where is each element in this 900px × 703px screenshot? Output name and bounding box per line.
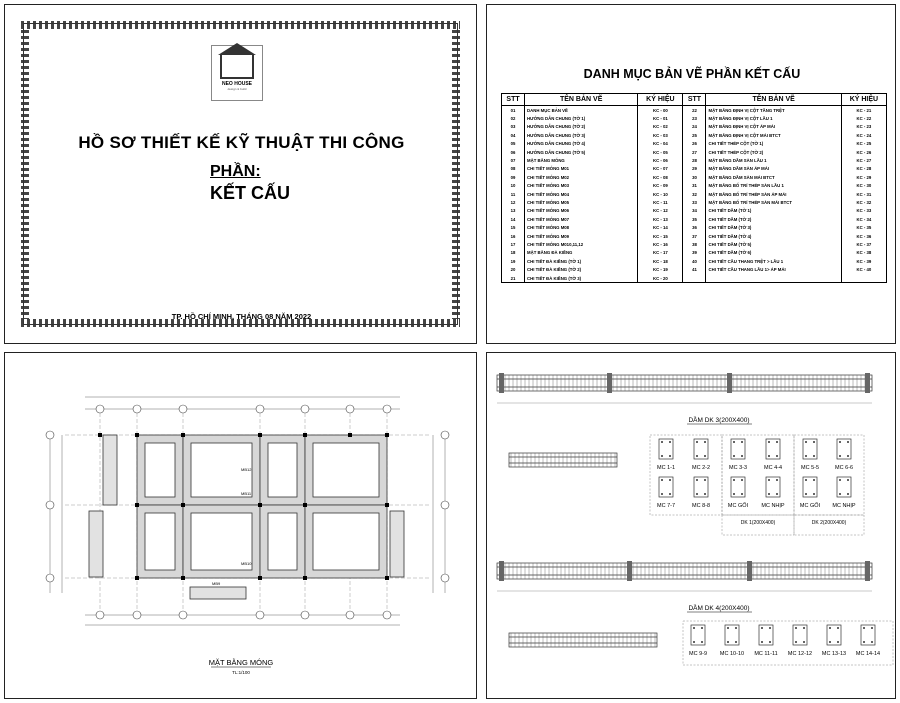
table-cell: 36	[683, 223, 706, 231]
section-label: MC NHỊP	[761, 503, 785, 509]
table-cell: KC - 11	[638, 198, 683, 206]
phan-label: PHẦN:	[210, 163, 261, 180]
table-cell: CHI TIẾT MÓNG M09	[525, 232, 638, 240]
table-cell: MẶT BẰNG ĐỊNH VỊ CỘT LẦU 1	[706, 114, 841, 122]
table-cell: CHI TIẾT CẦU THANG LẦU 1> ÁP MÁI	[706, 265, 841, 273]
table-cell: 20	[502, 265, 525, 273]
table-cell: CHI TIẾT DẦM (TỜ 1)	[706, 207, 841, 215]
table-row	[502, 156, 887, 164]
plan-title: MẶT BẰNG MÓNG	[208, 658, 274, 667]
table-cell: 16	[502, 232, 525, 240]
table-cell: CHI TIẾT MÓNG M01	[525, 165, 638, 173]
table-cell: MẶT BẰNG BỐ TRÍ THÉP SÀN ÁP MÁI	[706, 190, 841, 198]
table-row	[502, 257, 887, 265]
beam-label: MB10	[241, 561, 252, 566]
section-label: MC NHỊP	[832, 503, 856, 509]
table-cell: KC - 07	[638, 165, 683, 173]
table-cell: 33	[683, 198, 706, 206]
table-cell: KC - 29	[841, 173, 886, 181]
table-cell: KC - 19	[638, 265, 683, 273]
table-cell: CHI TIẾT MÓNG M03	[525, 182, 638, 190]
column-header: STT	[502, 94, 525, 106]
table-cell: 32	[683, 190, 706, 198]
section-label: MC 4-4	[763, 465, 783, 471]
table-cell: 25	[683, 131, 706, 139]
section-label: MC GỐI	[727, 503, 749, 509]
table-cell: 38	[683, 240, 706, 248]
table-cell: 34	[683, 207, 706, 215]
section-label: MC 14-14	[855, 651, 881, 657]
beam-label: MB11	[241, 491, 252, 496]
section-label: MC 6-6	[834, 465, 854, 471]
section-label: MC 12-12	[787, 651, 813, 657]
plan-scale: TL:1/100	[232, 670, 250, 675]
table-cell: 19	[502, 257, 525, 265]
table-cell: KC - 26	[841, 148, 886, 156]
table-cell: KC - 27	[841, 156, 886, 164]
table-row	[502, 223, 887, 231]
table-cell: KC - 03	[638, 131, 683, 139]
foundation-plan-drawing	[5, 353, 477, 699]
table-cell: 02	[502, 114, 525, 122]
table-cell: 37	[683, 232, 706, 240]
table-cell: KC - 24	[841, 131, 886, 139]
table-cell: CHI TIẾT MÓNG M07	[525, 215, 638, 223]
table-cell: KC - 08	[638, 173, 683, 181]
table-row	[502, 123, 887, 131]
table-cell: KC - 39	[841, 257, 886, 265]
table-cell: 41	[683, 265, 706, 273]
column-header: TÊN BẢN VẼ	[525, 94, 638, 106]
table-row	[502, 182, 887, 190]
table-cell: CHI TIẾT MÓNG M08	[525, 223, 638, 231]
column-header: KÝ HIỆU	[638, 94, 683, 106]
table-cell: CHI TIẾT CẦU THANG TRỆT > LẦU 1	[706, 257, 841, 265]
table-cell: MẶT BẰNG ĐỊNH VỊ CỘT MÁI BTCT	[706, 131, 841, 139]
table-cell: CHI TIẾT MÓNG M02	[525, 173, 638, 181]
table-cell: 11	[502, 190, 525, 198]
table-cell: KC - 05	[638, 148, 683, 156]
table-cell: MẶT BẰNG ĐỊNH VỊ CỘT TẦNG TRỆT	[706, 106, 841, 115]
table-row	[502, 232, 887, 240]
table-cell: 13	[502, 207, 525, 215]
foundation-plan-sheet	[4, 352, 477, 699]
cover-subtitle: KẾT CẤU	[210, 183, 290, 203]
table-row	[502, 148, 887, 156]
table-row	[502, 265, 887, 273]
table-row	[502, 198, 887, 206]
table-cell: KC - 38	[841, 249, 886, 257]
table-row	[502, 165, 887, 173]
table-cell: KC - 01	[638, 114, 683, 122]
logo-text: NEO HOUSE	[221, 81, 252, 87]
table-row	[502, 240, 887, 248]
table-cell: CHI TIẾT DẦM (TỜ 3)	[706, 223, 841, 231]
table-cell: 18	[502, 249, 525, 257]
company-logo	[211, 45, 263, 101]
table-cell: KC - 15	[638, 232, 683, 240]
table-cell: KC - 04	[638, 140, 683, 148]
table-cell: 12	[502, 198, 525, 206]
table-row	[502, 190, 887, 198]
table-cell: 24	[683, 123, 706, 131]
table-cell: MẶT BẰNG DẦM SÀN ÁP MÁI	[706, 165, 841, 173]
table-cell: KC - 00	[638, 106, 683, 115]
table-cell: 23	[683, 114, 706, 122]
table-cell: 01	[502, 106, 525, 115]
table-cell: DANH MỤC BẢN VẼ	[525, 106, 638, 115]
table-cell: 21	[502, 274, 525, 283]
table-cell: 27	[683, 148, 706, 156]
table-cell: KC - 40	[841, 265, 886, 273]
section-label: MC 7-7	[656, 503, 676, 509]
table-cell: CHI TIẾT THÉP CỘT (TỜ 1)	[706, 140, 841, 148]
table-cell: 04	[502, 131, 525, 139]
table-row	[502, 274, 887, 283]
table-cell: KC - 06	[638, 156, 683, 164]
beam-dk3-title: DẦM DK 3(200X400)	[688, 417, 750, 424]
table-cell: KC - 35	[841, 223, 886, 231]
table-cell: KC - 25	[841, 140, 886, 148]
table-row	[502, 173, 887, 181]
table-cell: KC - 14	[638, 223, 683, 231]
table-cell: CHI TIẾT ĐÀ KIỀNG (TỜ 3)	[525, 274, 638, 283]
table-cell: 03	[502, 123, 525, 131]
table-cell: 06	[502, 148, 525, 156]
table-cell: KC - 23	[841, 123, 886, 131]
table-cell: CHI TIẾT ĐÀ KIỀNG (TỜ 1)	[525, 257, 638, 265]
table-cell: HƯỚNG DẪN CHUNG (TỜ 1)	[525, 114, 638, 122]
table-cell: 26	[683, 140, 706, 148]
table-cell: HƯỚNG DẪN CHUNG (TỜ 5)	[525, 148, 638, 156]
section-label: MC GỐI	[799, 503, 821, 509]
table-cell: CHI TIẾT DẦM (TỜ 4)	[706, 232, 841, 240]
table-cell: KC - 36	[841, 232, 886, 240]
table-cell: 10	[502, 182, 525, 190]
beam-detail-drawing	[487, 353, 896, 699]
table-row	[502, 249, 887, 257]
cover-phan-label	[210, 163, 261, 181]
table-cell: CHI TIẾT DẦM (TỜ 5)	[706, 240, 841, 248]
table-cell: CHI TIẾT MÓNG M010,11,12	[525, 240, 638, 248]
table-row	[502, 215, 887, 223]
dk1-label: DK 1(200X400)	[740, 520, 776, 526]
table-cell: 29	[683, 165, 706, 173]
table-cell: KC - 12	[638, 207, 683, 215]
table-cell	[841, 274, 886, 283]
table-cell: KC - 17	[638, 249, 683, 257]
table-cell: HƯỚNG DẪN CHUNG (TỜ 4)	[525, 140, 638, 148]
table-cell	[706, 274, 841, 283]
table-cell: MẶT BẰNG ĐỊNH VỊ CỘT ÁP MÁI	[706, 123, 841, 131]
table-cell: 14	[502, 215, 525, 223]
table-cell: CHI TIẾT MÓNG M06	[525, 207, 638, 215]
cover-sheet	[4, 4, 477, 344]
table-row	[502, 106, 887, 115]
table-cell: KC - 32	[841, 198, 886, 206]
beam-dk4-title: DẦM DK 4(200X400)	[688, 605, 750, 612]
drawing-index-table	[501, 93, 887, 283]
table-cell: 28	[683, 156, 706, 164]
table-cell: 35	[683, 215, 706, 223]
section-label: MC 13-13	[821, 651, 847, 657]
logo-subtext: design & build	[227, 87, 247, 91]
column-header: STT	[683, 94, 706, 106]
table-cell: MẶT BẰNG BỐ TRÍ THÉP SÀN LẦU 1	[706, 182, 841, 190]
table-row	[502, 140, 887, 148]
table-cell: CHI TIẾT MÓNG M05	[525, 198, 638, 206]
table-cell: KC - 31	[841, 190, 886, 198]
table-cell: 05	[502, 140, 525, 148]
section-label: MC 2-2	[691, 465, 711, 471]
table-cell: KC - 34	[841, 215, 886, 223]
section-label: MC 8-8	[691, 503, 711, 509]
table-cell: KC - 18	[638, 257, 683, 265]
table-cell: 08	[502, 165, 525, 173]
table-cell: MẶT BẰNG DẦM SÀN MÁI BTCT	[706, 173, 841, 181]
house-icon	[220, 55, 254, 79]
table-cell: 17	[502, 240, 525, 248]
section-label: MC 10-10	[719, 651, 745, 657]
dk2-label: DK 2(200X400)	[811, 520, 847, 526]
cover-title: HỒ SƠ THIẾT KẾ KỸ THUẬT THI CÔNG	[78, 133, 405, 152]
table-cell: 30	[683, 173, 706, 181]
table-cell: KC - 02	[638, 123, 683, 131]
table-row	[502, 131, 887, 139]
table-cell: 07	[502, 156, 525, 164]
table-cell: KC - 21	[841, 106, 886, 115]
column-header: TÊN BẢN VẼ	[706, 94, 841, 106]
table-cell: MẶT BẰNG BỐ TRÍ THÉP SÀN MÁI BTCT	[706, 198, 841, 206]
table-cell: CHI TIẾT MÓNG M04	[525, 190, 638, 198]
section-label: MC 3-3	[728, 465, 748, 471]
drawing-index-sheet	[486, 4, 896, 344]
table-cell: KC - 28	[841, 165, 886, 173]
table-cell: 22	[683, 106, 706, 115]
table-cell: 39	[683, 249, 706, 257]
section-label: MC 9-9	[688, 651, 708, 657]
table-cell: KC - 22	[841, 114, 886, 122]
table-cell: CHI TIẾT DẦM (TỜ 2)	[706, 215, 841, 223]
table-cell: KC - 37	[841, 240, 886, 248]
table-row	[502, 114, 887, 122]
section-label: MC 1-1	[656, 465, 676, 471]
section-label: MC 11-11	[754, 651, 778, 657]
column-header: KÝ HIỆU	[841, 94, 886, 106]
table-cell: KC - 33	[841, 207, 886, 215]
table-cell: 09	[502, 173, 525, 181]
table-header-row	[502, 94, 887, 106]
table-cell: KC - 10	[638, 190, 683, 198]
index-title: DANH MỤC BẢN VẼ PHẦN KẾT CẤU	[583, 67, 801, 81]
table-cell: CHI TIẾT ĐÀ KIỀNG (TỜ 2)	[525, 265, 638, 273]
table-cell: MẶT BẰNG ĐÀ KIỀNG	[525, 249, 638, 257]
beam-detail-sheet	[486, 352, 896, 699]
table-row	[502, 207, 887, 215]
table-cell: MẶT BẰNG MÓNG	[525, 156, 638, 164]
table-cell: 15	[502, 223, 525, 231]
section-label: MC 5-5	[800, 465, 820, 471]
cover-date: TP. HỒ CHÍ MINH, THÁNG 08 NĂM 2022	[171, 312, 312, 321]
beam-label: MB12	[241, 467, 252, 472]
table-cell: KC - 13	[638, 215, 683, 223]
table-cell: CHI TIẾT THÉP CỘT (TỜ 2)	[706, 148, 841, 156]
table-cell: MẶT BẰNG DẦM SÀN LẦU 1	[706, 156, 841, 164]
table-cell: 40	[683, 257, 706, 265]
table-cell: CHI TIẾT DẦM (TỜ 6)	[706, 249, 841, 257]
table-cell: KC - 09	[638, 182, 683, 190]
beam-label: MB9	[212, 581, 221, 586]
table-cell: KC - 16	[638, 240, 683, 248]
table-cell: HƯỚNG DẪN CHUNG (TỜ 2)	[525, 123, 638, 131]
table-cell: KC - 20	[638, 274, 683, 283]
table-cell	[683, 274, 706, 283]
table-cell: KC - 30	[841, 182, 886, 190]
table-cell: 31	[683, 182, 706, 190]
table-cell: HƯỚNG DẪN CHUNG (TỜ 3)	[525, 131, 638, 139]
